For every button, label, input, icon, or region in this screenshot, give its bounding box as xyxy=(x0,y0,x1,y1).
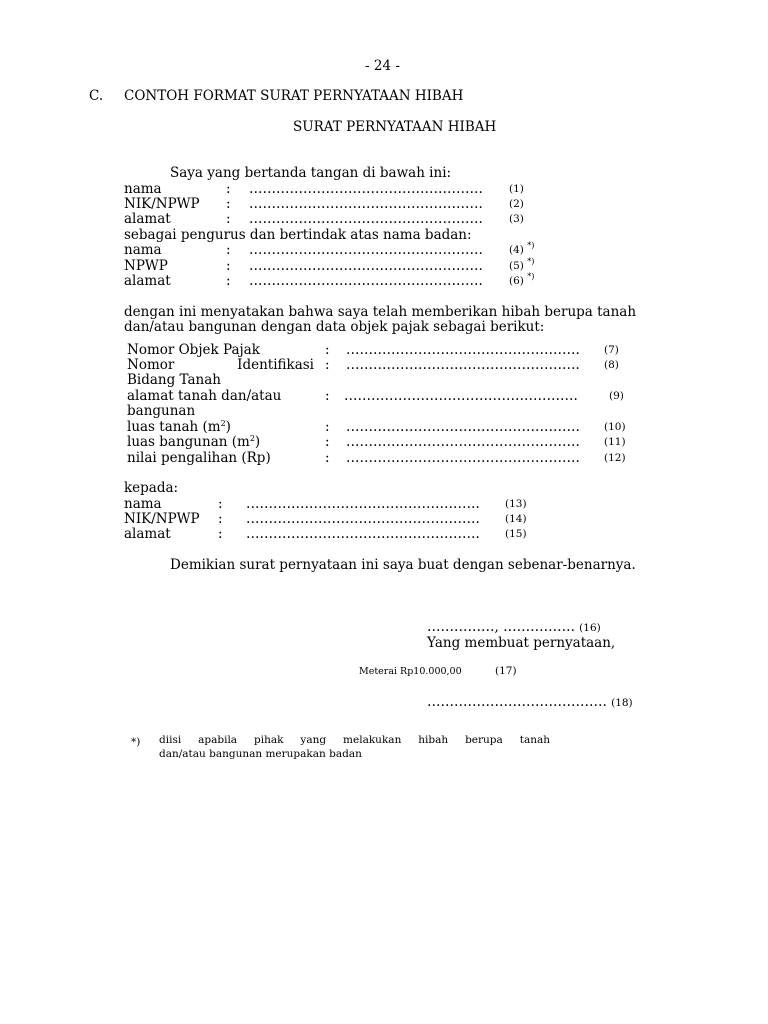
field-colon: : xyxy=(226,196,231,212)
field-number: (13) xyxy=(505,498,527,510)
fill-dots: ……………………………………………. xyxy=(346,419,580,435)
fill-dots: ……………………………………………. xyxy=(249,196,483,212)
land-area-label: luas tanah $(m^2)$ xyxy=(127,419,231,435)
fill-dots: ……………………………………………. xyxy=(346,434,580,450)
field-number: (9) xyxy=(609,390,624,402)
footnote-mark: *) xyxy=(527,257,535,266)
recipient-name-label: nama xyxy=(124,496,162,512)
footnote-mark: *) xyxy=(131,736,141,748)
field-number: (7) xyxy=(604,344,619,356)
footnote-line-2: dan/atau bangunan merupakan badan xyxy=(159,748,362,760)
fill-dots: ……………………………………………. xyxy=(346,357,580,373)
building-area-label: luas bangunan $(m^2)$ xyxy=(127,434,261,450)
entity-address-label: alamat xyxy=(124,273,171,289)
field-colon: : xyxy=(325,419,330,435)
field-colon: : xyxy=(325,434,330,450)
section-letter: C. xyxy=(89,88,104,104)
recipient-nik-label: NIK/NPWP xyxy=(124,511,200,527)
field-colon: : xyxy=(218,511,223,527)
section-title: CONTOH FORMAT SURAT PERNYATAAN HIBAH xyxy=(124,88,464,104)
fill-dots: ……………………………………………. xyxy=(246,526,480,542)
field-number: (15) xyxy=(505,528,527,540)
field-number: (5) *) xyxy=(509,257,535,272)
field-number: (10) xyxy=(604,421,626,433)
nib-label-cont: Bidang Tanah xyxy=(127,372,221,388)
field-colon: : xyxy=(325,450,330,466)
field-number: (11) xyxy=(604,436,626,448)
recipient-intro: kepada: xyxy=(124,480,179,496)
field-colon: : xyxy=(226,181,231,197)
nib-label: Nomor Identifikasi xyxy=(127,357,314,373)
signer-name-label: nama xyxy=(124,181,162,197)
entity-npwp-label: NPWP xyxy=(124,258,168,274)
recipient-address-label: alamat xyxy=(124,526,171,542)
transfer-value-label: nilai pengalihan (Rp) xyxy=(127,450,271,466)
closing-statement: Demikian surat pernyataan ini saya buat dengan sebenar-benarnya. xyxy=(170,557,636,573)
fill-dots: ……………………………………………. xyxy=(249,258,483,274)
field-number: (1) xyxy=(509,183,524,195)
nop-label: Nomor Objek Pajak xyxy=(127,342,260,358)
field-number: (14) xyxy=(505,513,527,525)
field-number: (4) *) xyxy=(509,241,535,256)
field-number: (3) xyxy=(509,213,524,225)
field-colon: : xyxy=(325,342,330,358)
entity-name-label: nama xyxy=(124,242,162,258)
fill-dots: ……………………………………………. xyxy=(346,342,580,358)
signer-address-label: alamat xyxy=(124,211,171,227)
field-colon: : xyxy=(226,258,231,274)
intro-text: Saya yang bertanda tangan di bawah ini: xyxy=(170,165,452,181)
page-number: - 24 - xyxy=(365,58,400,74)
fill-dots: ……………………………………………. xyxy=(344,388,578,404)
fill-dots: ……………………………………………. xyxy=(246,496,480,512)
fill-dots: ……………………………………………. xyxy=(249,273,483,289)
place-date-field: ……………, ……………. (16) xyxy=(427,619,601,635)
property-address-label: alamat tanah dan/atau xyxy=(127,388,282,404)
fill-dots: ……………………………………………. xyxy=(246,511,480,527)
field-number: (2) xyxy=(509,198,524,210)
fill-dots: ……………………………………………. xyxy=(249,242,483,258)
fill-dots: ……………………………………………. xyxy=(249,211,483,227)
fill-dots: ……………………………………………. xyxy=(346,450,580,466)
signer-nik-label: NIK/NPWP xyxy=(124,196,200,212)
maker-label: Yang membuat pernyataan, xyxy=(427,635,616,651)
field-number: (8) xyxy=(604,359,619,371)
property-address-label-cont: bangunan xyxy=(127,403,196,419)
footnote-line-1: diisi apabila pihak yang melakukan hibah berupa tanah xyxy=(159,734,550,746)
field-colon: : xyxy=(218,496,223,512)
field-colon: : xyxy=(226,273,231,289)
fill-dots: ……………………………………………. xyxy=(249,181,483,197)
field-number: (12) xyxy=(604,452,626,464)
stamp-duty-label: Meterai Rp10.000,00 xyxy=(359,666,462,677)
field-colon: : xyxy=(218,526,223,542)
field-colon: : xyxy=(226,211,231,227)
field-colon: : xyxy=(226,242,231,258)
footnote-mark: *) xyxy=(527,241,535,250)
declaration-line-1: dengan ini menyatakan bahwa saya telah memberikan hibah berupa tanah xyxy=(124,304,637,320)
declaration-line-2: dan/atau bangunan dengan data objek pajak sebagai berikut: xyxy=(124,319,545,335)
letter-title: SURAT PERNYATAAN HIBAH xyxy=(293,119,497,135)
stamp-number: (17) xyxy=(495,665,517,677)
signer-name-dots: …………………………………. (18) xyxy=(427,694,633,710)
field-number: (6) *) xyxy=(509,272,535,287)
field-colon: : xyxy=(325,357,330,373)
field-colon: : xyxy=(325,388,330,404)
as-manager-text: sebagai pengurus dan bertindak atas nama badan: xyxy=(124,227,472,243)
footnote-mark: *) xyxy=(527,272,535,281)
